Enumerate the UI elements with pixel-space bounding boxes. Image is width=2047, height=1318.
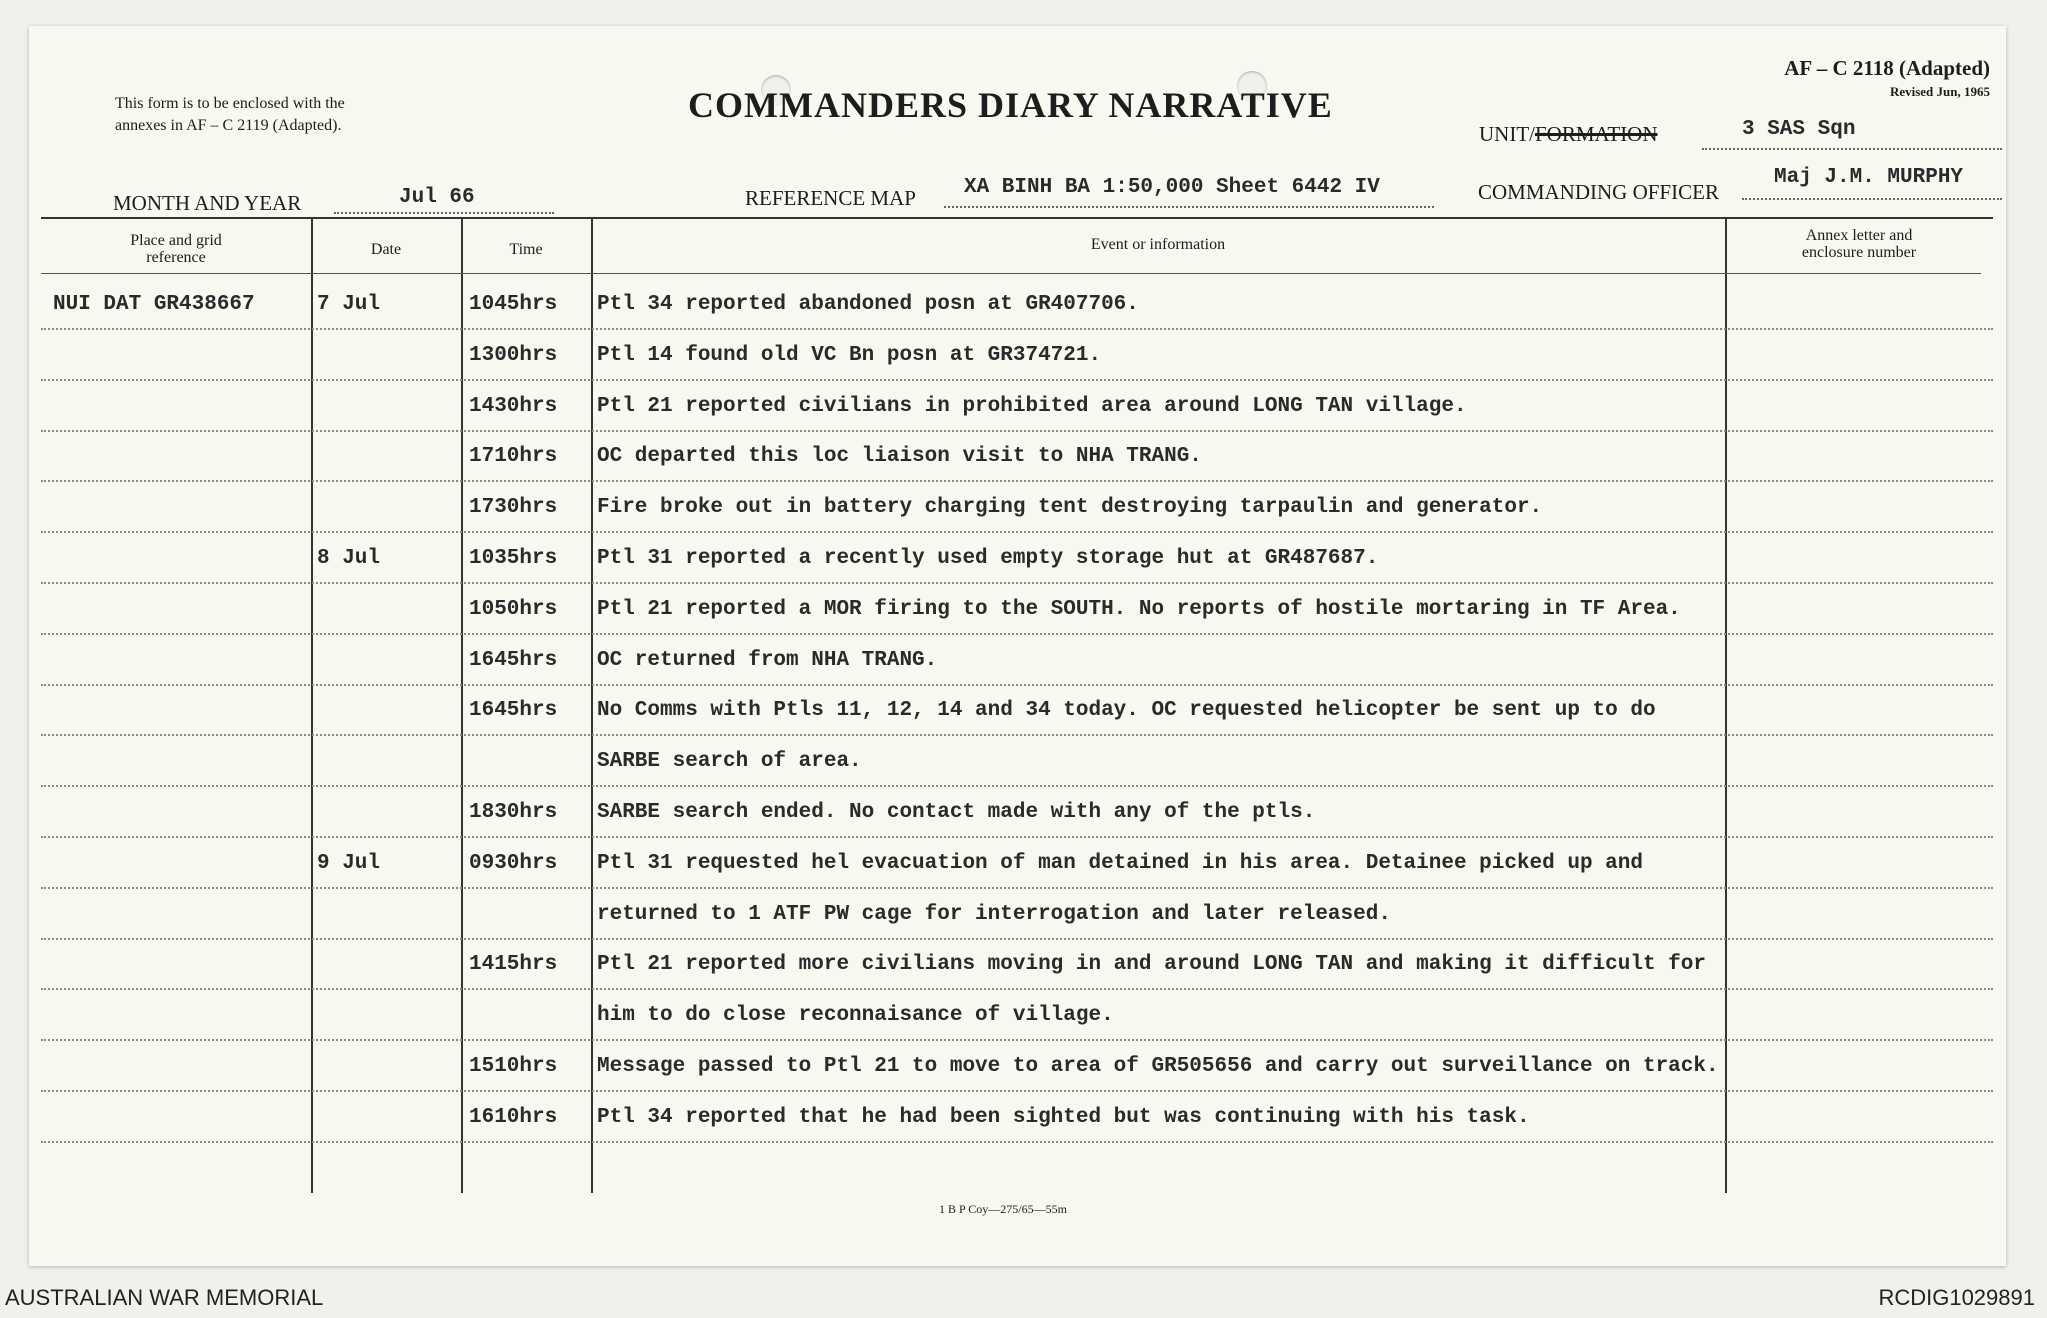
- row-event: OC returned from NHA TRANG.: [597, 648, 938, 672]
- unit-label: UNIT/FORMATION: [1479, 122, 1658, 146]
- table-row: [41, 379, 1993, 432]
- row-time: 1050hrs: [469, 597, 558, 621]
- row-time: 1045hrs: [469, 293, 558, 316]
- header-annex: Annex letter and enclosure number: [1801, 227, 1917, 261]
- row-date: 7 Jul: [317, 293, 381, 316]
- table-row: [41, 1090, 1993, 1143]
- diary-sheet: [29, 26, 2006, 1266]
- row-event: returned to 1 ATF PW cage for interrogation and later released.: [597, 902, 1391, 926]
- header-time: Time: [509, 241, 543, 258]
- month-year-dotline: [334, 212, 554, 214]
- page-title: COMMANDERS DIARY NARRATIVE: [688, 85, 1333, 125]
- table-row: [41, 734, 1993, 787]
- row-time: 1830hrs: [469, 801, 558, 824]
- commanding-officer-label: COMMANDING OFFICER: [1478, 180, 1719, 204]
- reference-map-value: XA BINH BA 1:50,000 Sheet 6442 IV: [964, 176, 1380, 199]
- row-event: Message passed to Ptl 21 to move to area of GR505656 and carry out surveillance on track.: [597, 1055, 1719, 1078]
- row-event: Ptl 34 reported abandoned posn at GR407706.: [597, 293, 1139, 316]
- row-event: Fire broke out in battery charging tent destroying tarpaulin and generator.: [597, 496, 1543, 520]
- table-row: [41, 429, 1993, 482]
- row-time: 1645hrs: [469, 699, 558, 723]
- row-event: him to do close reconnaisance of village.: [597, 1004, 1114, 1028]
- month-year-value: Jul 66: [399, 186, 475, 209]
- row-event: Ptl 21 reported civilians in prohibited area around LONG TAN village.: [597, 394, 1467, 418]
- table-top-rule: [41, 217, 1993, 219]
- unit-label-struck: FORMATION: [1535, 122, 1658, 146]
- row-event: SARBE search ended. No contact made with any of the ptls.: [597, 801, 1316, 824]
- row-event: Ptl 31 reported a recently used empty storage hut at GR487687.: [597, 547, 1379, 570]
- row-event: Ptl 34 reported that he had been sighted but was continuing with his task.: [597, 1105, 1530, 1129]
- row-time: 1510hrs: [469, 1055, 558, 1078]
- row-event: OC departed this loc liaison visit to NHA TRANG.: [597, 445, 1202, 469]
- row-event: Ptl 14 found old VC Bn posn at GR374721.: [597, 343, 1102, 367]
- table-row: [41, 683, 1993, 736]
- credit-right: RCDIG1029891: [1878, 1285, 2035, 1310]
- month-year-label: MONTH AND YEAR: [113, 191, 302, 215]
- table-row: [41, 277, 1993, 330]
- unit-dotline: [1702, 148, 2002, 150]
- commanding-officer-value: Maj J.M. MURPHY: [1774, 166, 1964, 189]
- reference-map-label: REFERENCE MAP: [745, 186, 916, 210]
- table-row: [41, 582, 1993, 635]
- row-event: Ptl 31 requested hel evacuation of man detained in his area. Detainee picked up and: [597, 851, 1643, 875]
- table-row: [41, 328, 1993, 381]
- table-row: [41, 887, 1993, 940]
- row-time: 1415hrs: [469, 953, 558, 977]
- table-row: [41, 480, 1993, 533]
- row-time: 0930hrs: [469, 851, 558, 875]
- row-event: SARBE search of area.: [597, 750, 862, 774]
- form-revised: Revised Jun, 1965: [1889, 84, 1990, 99]
- header-date: Date: [370, 241, 402, 258]
- table-row: [41, 937, 1993, 990]
- table-row: [41, 785, 1993, 838]
- reference-map-dotline: [944, 206, 1434, 208]
- credit-left: AUSTRALIAN WAR MEMORIAL: [5, 1285, 324, 1310]
- co-dotline: [1742, 198, 2002, 200]
- row-time: 1645hrs: [469, 648, 558, 672]
- row-date: 9 Jul: [317, 851, 381, 875]
- table-row: [41, 836, 1993, 889]
- header-rule: [41, 273, 1981, 274]
- header-place: Place and grid reference: [130, 232, 222, 266]
- row-time: 1035hrs: [469, 547, 558, 570]
- row-event: Ptl 21 reported a MOR firing to the SOUTH. No reports of hostile mortaring in TF Area.: [597, 597, 1681, 621]
- row-event: Ptl 21 reported more civilians moving in and around LONG TAN and making it difficult for: [597, 953, 1706, 977]
- printer-note: 1 B P Coy—275/65—55m: [939, 1202, 1067, 1216]
- form-code: AF – C 2118 (Adapted): [1784, 56, 1990, 80]
- row-time: 1430hrs: [469, 394, 558, 418]
- enclosure-note: This form is to be enclosed with the annexes in AF – C 2119 (Adapted).: [115, 95, 345, 134]
- row-time: 1730hrs: [469, 496, 558, 520]
- table-row: [41, 1039, 1993, 1092]
- header-event: Event or information: [1090, 236, 1226, 253]
- row-place: NUI DAT GR438667: [53, 293, 255, 316]
- row-time: 1300hrs: [469, 343, 558, 367]
- row-date: 8 Jul: [317, 547, 381, 570]
- row-time: 1610hrs: [469, 1105, 558, 1129]
- table-row: [41, 633, 1993, 686]
- unit-value: 3 SAS Sqn: [1742, 118, 1856, 141]
- row-time: 1710hrs: [469, 445, 558, 469]
- table-row: [41, 531, 1993, 584]
- row-event: No Comms with Ptls 11, 12, 14 and 34 today. OC requested helicopter be sent up to do: [597, 699, 1656, 723]
- table-row: [41, 988, 1993, 1041]
